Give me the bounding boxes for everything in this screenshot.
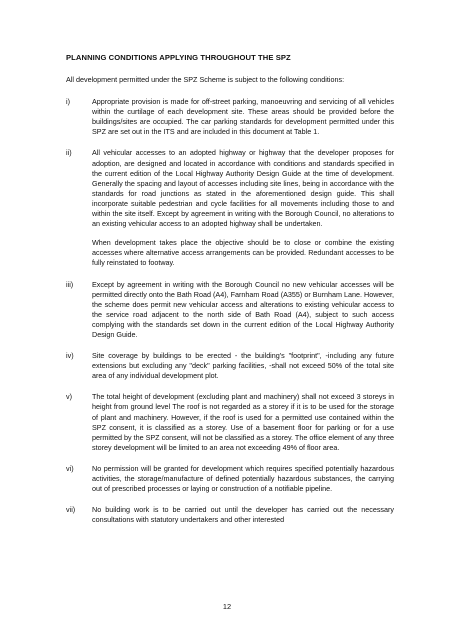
condition-item-vi xyxy=(66,464,394,494)
page-content xyxy=(66,53,394,536)
condition-number: v) xyxy=(66,392,72,402)
condition-body xyxy=(92,97,394,137)
condition-item-iv xyxy=(66,351,394,381)
condition-body xyxy=(92,464,394,494)
condition-paragraph: When development takes place the objective should be to close or combine the existing accesses where alternative access arrangements can be provided. Redundant accesses to be fully reinstated to footway. xyxy=(92,238,394,268)
condition-paragraph: Site coverage by buildings to be erected - the building's "footprint", -including any future extensions but excluding any "deck" parking facilities, -shall not exceed 50% of the total site area of any individual development plot. xyxy=(92,351,394,381)
page-title: PLANNING CONDITIONS APPLYING THROUGHOUT THE SPZ xyxy=(66,53,291,62)
condition-number: iii) xyxy=(66,279,74,289)
condition-body xyxy=(92,148,394,268)
condition-item-ii xyxy=(66,148,394,268)
condition-number: i) xyxy=(66,97,70,107)
condition-paragraph: No building work is to be carried out until the developer has carried out the necessary consultations with statutory undertakers and other interested xyxy=(92,505,394,525)
condition-item-v xyxy=(66,392,394,453)
condition-number: vii) xyxy=(66,505,76,515)
intro-paragraph: All development permitted under the SPZ Scheme is subject to the following conditions: xyxy=(66,75,345,84)
condition-paragraph: All vehicular accesses to an adopted highway or highway that the developer proposes for adoption, are designed and located in accordance with conditions and standards specified in the current edition of the Local Highway Authority Design Guide at the time of development. Generally the spacing and layout of accesses including site lines, being in accordance with the standards for road junctions as stated in the aforementioned design guide. This shall incorporate suitable pedestrian and cycle facilities for all movements including those to and within the site itself. Except by agreement in writing with the Borough Council, no alterations to an existing vehicular access to an adopted highway shall be undertaken. xyxy=(92,148,394,229)
condition-body xyxy=(92,280,394,341)
condition-body xyxy=(92,505,394,525)
condition-body xyxy=(92,351,394,381)
condition-number: vi) xyxy=(66,463,74,473)
condition-paragraph: Except by agreement in writing with the Borough Council no new vehicular accesses will be permitted directly onto the Bath Road (A4), Farnham Road (A355) or Burnham Lane. However, the scheme does permit new vehicular access and alterations to existing vehicular access to the service road adjacent to the north side of Bath Road (A4), subject to such access complying with the standards set down in the current edition of the Local Highway Authority Design Guide. xyxy=(92,279,394,339)
page-number: 12 xyxy=(222,602,232,611)
condition-body xyxy=(92,392,394,453)
condition-item-i xyxy=(66,97,394,137)
condition-number: ii) xyxy=(66,148,72,158)
condition-number: iv) xyxy=(66,351,74,361)
condition-paragraph: No permission will be granted for development which requires specified potentially hazardous activities, the storage/manufacture of defined potentially hazardous substances, the carrying out of prescribed processes or laying or construction of a notifiable pipeline. xyxy=(92,463,394,494)
condition-paragraph: The total height of development (excluding plant and machinery) shall not exceed 3 storeys in height from ground level The roof is not regarded as a storey if it is to be used for the storage of plant and machinery. However, if the roof is used for a permitted use contained within the SPZ consent, it is classified as a storey. Use of a basement floor for parking or for a use permitted by the SPZ consent, will not be classified as a storey. The office element of any three storey development will be limited to an area not exceeding 49% of floor area. xyxy=(92,392,394,452)
condition-item-vii xyxy=(66,505,394,525)
condition-item-iii xyxy=(66,280,394,341)
condition-paragraph: Appropriate provision is made for off-street parking, manoeuvring and servicing of all vehicles within the curtilage of each development site. These areas should be provided before the buildings/sites are occupied. The car parking standards for development permitted under this SPZ are set out in the ITS and are included in this document at Table 1. xyxy=(92,97,394,137)
